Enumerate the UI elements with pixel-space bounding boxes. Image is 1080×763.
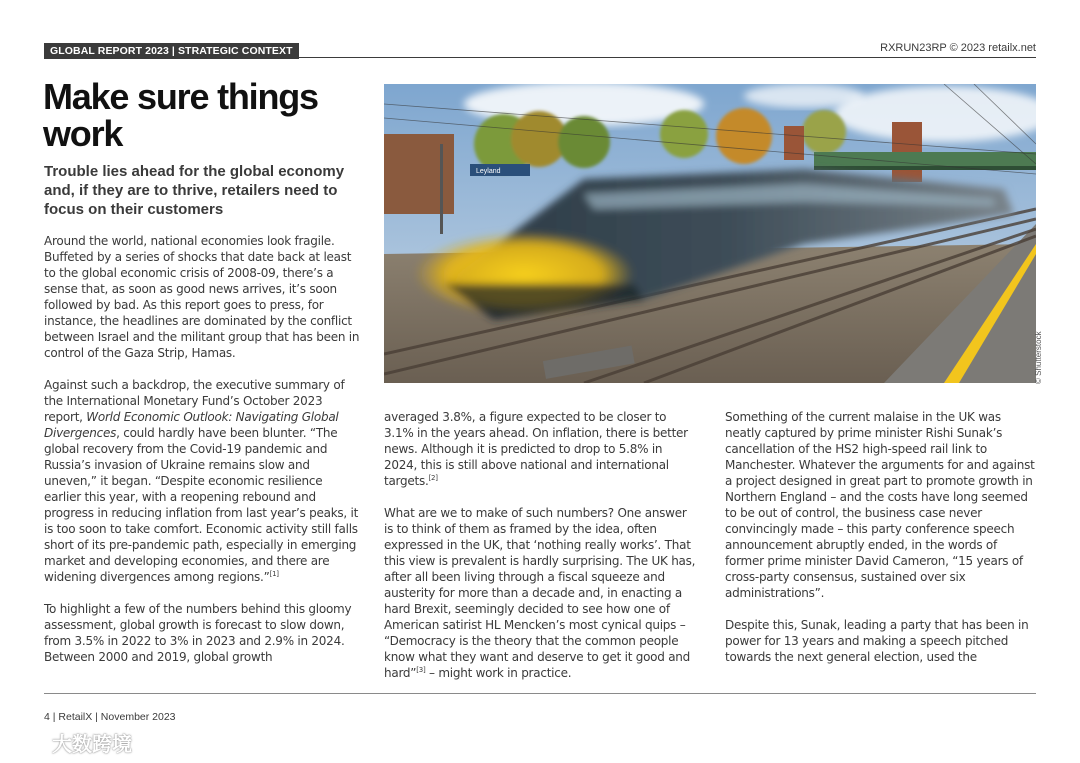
paragraph-text: , could hardly have been blunter. “The global recovery from the Covid-19 pandemic and Russia’s invasion of Ukraine remains slow and uneven,” it began. “Despite economic resilience earlier this year, with a reopening rebound and progress in reducing inflation from last year’s peaks, it is too soon to take comfort. Economic activity still falls short of its pre-pandemic path, especially in emerging market and developing economies, and there are widening divergences among regions.” xyxy=(44,426,359,584)
footnote-ref[interactable]: [3] xyxy=(416,666,426,674)
station-sign-text: Leyland xyxy=(476,168,501,175)
paragraph xyxy=(384,505,696,681)
paragraph-text: – might work in practice. xyxy=(425,666,572,680)
paragraph-text: What are we to make of such numbers? One answer is to think of them as framed by the idea, often expressed in the UK, that ‘nothing really works’. That this view is prevalent is hardly surprising. The UK has, after all been living through a fiscal squeeze and austerity for more than a decade and, in enacting a hard Brexit, seemingly decided to see how one of American satirist HL Mencken’s most cynical quips – “Democracy is the theory that the common people know what they want and deserve to get it good and hard” xyxy=(384,506,696,680)
footnote-ref[interactable]: [1] xyxy=(269,570,279,578)
report-reference: RXRUN23RP © 2023 retailx.net xyxy=(880,42,1036,54)
watermark-logo-icon xyxy=(8,730,48,756)
paragraph-text: averaged 3.8%, a figure expected to be closer to 3.1% in the years ahead. On inflation, there is better news. Although it is predicted to drop to 5.8% in 2024, this is still above national and international targets. xyxy=(384,410,688,488)
report-title-italic: World Economic Outlook: Navigating Global Divergences xyxy=(44,410,339,440)
text-column-2 xyxy=(384,409,696,697)
paragraph-text: Against such a backdrop, the executive summary of the International Monetary Fund’s October 2023 report, xyxy=(44,378,345,424)
paragraph: To highlight a few of the numbers behind this gloomy assessment, global growth is forecast to slow down, from 3.5% in 2022 to 3% in 2023 and 2.9% in 2024. Between 2000 and 2019, global growth xyxy=(44,602,352,664)
text-column-1 xyxy=(44,233,360,681)
photo-credit: © Shutterstock xyxy=(1034,331,1043,384)
header-divider xyxy=(44,57,1036,58)
paragraph xyxy=(44,377,360,585)
paragraph xyxy=(384,409,696,489)
watermark xyxy=(8,728,132,757)
article-subtitle: Trouble lies ahead for the global economy and, if they are to thrive, retailers need to focus on their customers xyxy=(44,163,345,218)
article-title: Make sure things work xyxy=(43,76,318,154)
footer-divider xyxy=(44,693,1036,694)
watermark-text: 大数跨境 xyxy=(52,732,132,756)
paragraph: Around the world, national economies look fragile. Buffeted by a series of shocks that date back at least to the global economic crisis of 2008-09, there’s a sense that, as soon as good news arrives, it’s soon followed by bad. As this report goes to press, for instance, the headlines are dominated by the conflict between Israel and the militant group that has been in control of the Gaza Strip, Hamas. xyxy=(44,234,360,360)
footnote-ref[interactable]: [2] xyxy=(428,474,438,482)
page-footer: 4 | RetailX | November 2023 xyxy=(44,711,176,723)
paragraph: Despite this, Sunak, leading a party that has been in power for 13 years and making a speech pitched towards the next general election, used the xyxy=(725,618,1029,664)
section-tag: GLOBAL REPORT 2023 | STRATEGIC CONTEXT xyxy=(44,43,299,59)
train-photo xyxy=(384,84,1036,383)
paragraph: Something of the current malaise in the UK was neatly captured by prime minister Rishi Sunak’s cancellation of the HS2 high-speed rail link to Manchester. Whatever the arguments for and against a project designed in great part to promote growth in Northern England – and the costs have long seemed to be out of control, the business case never convincingly made – this party conference speech announcement abruptly ended, in the words of former prime minister David Cameron, “15 years of cross-party consensus, sustained over six administrations”. xyxy=(725,410,1035,600)
text-column-3 xyxy=(725,409,1037,681)
